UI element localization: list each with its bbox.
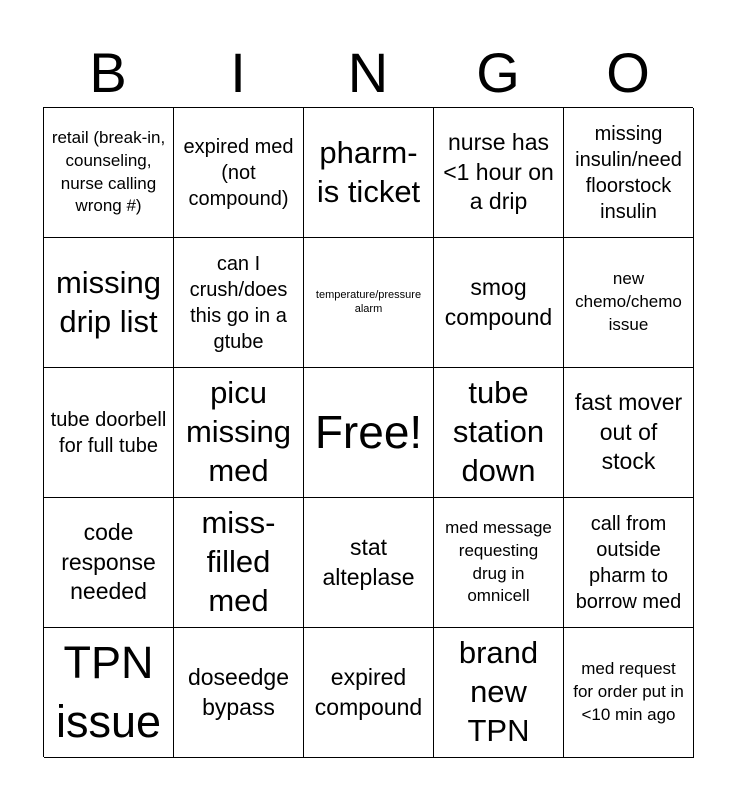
- bingo-cell[interactable]: [564, 238, 694, 368]
- bingo-cell[interactable]: [564, 628, 694, 758]
- bingo-cell[interactable]: [434, 368, 564, 498]
- bingo-cell[interactable]: [44, 238, 174, 368]
- cell-text: tube doorbell for full tube: [50, 408, 167, 457]
- bingo-cell[interactable]: [44, 108, 174, 238]
- bingo-cell[interactable]: [304, 238, 434, 368]
- cell-text: picu missing med: [185, 375, 292, 488]
- bingo-cell[interactable]: [44, 498, 174, 628]
- bingo-cell[interactable]: [304, 628, 434, 758]
- bingo-cell[interactable]: [434, 498, 564, 628]
- cell-text: TPN issue: [55, 637, 162, 747]
- header-letter-n: N: [347, 41, 389, 104]
- bingo-cell[interactable]: [174, 108, 304, 238]
- bingo-cell[interactable]: [304, 108, 434, 238]
- bingo-cell[interactable]: [44, 628, 174, 758]
- header-letter-b: B: [89, 41, 127, 104]
- free-space-cell[interactable]: [304, 368, 434, 498]
- cell-text: code response needed: [61, 518, 156, 605]
- cell-text: nurse has <1 hour on a drip: [443, 128, 554, 215]
- bingo-cell[interactable]: [304, 498, 434, 628]
- bingo-cell[interactable]: [434, 108, 564, 238]
- bingo-header: [43, 38, 693, 108]
- cell-text: expired med (not compound): [183, 135, 294, 210]
- cell-text: expired compound: [314, 663, 423, 720]
- bingo-cell[interactable]: [434, 238, 564, 368]
- cell-text: doseedge bypass: [187, 663, 290, 720]
- cell-text: tube station down: [452, 375, 545, 488]
- cell-text: smog compound: [444, 273, 553, 330]
- cell-text: miss-filled med: [201, 505, 276, 618]
- header-letter-o: O: [606, 41, 650, 104]
- bingo-cell[interactable]: [44, 368, 174, 498]
- cell-text: brand new TPN: [458, 635, 539, 748]
- bingo-cell[interactable]: [564, 498, 694, 628]
- cell-text: call from outside pharm to borrow med: [575, 512, 682, 613]
- cell-text: fast mover out of stock: [574, 388, 683, 475]
- cell-text: pharm-is ticket: [316, 134, 421, 209]
- bingo-cell[interactable]: [564, 108, 694, 238]
- bingo-cell[interactable]: [174, 238, 304, 368]
- cell-text: med request for order put in <10 min ago: [573, 659, 684, 724]
- cell-text: retail (break-in, counseling, nurse calling wrong #): [51, 127, 166, 216]
- cell-text: missing drip list: [55, 264, 162, 339]
- bingo-cell[interactable]: [564, 368, 694, 498]
- header-letter-g: G: [476, 41, 520, 104]
- cell-text: temperature/pressure alarm: [315, 288, 422, 315]
- cell-text: med message requesting drug in omnicell: [445, 517, 552, 606]
- header-letter-i: I: [230, 41, 246, 104]
- free-space-text: Free!: [314, 405, 423, 458]
- cell-text: stat alteplase: [322, 533, 415, 590]
- bingo-cell[interactable]: [174, 628, 304, 758]
- bingo-board: [43, 107, 693, 757]
- cell-text: missing insulin/need floorstock insulin: [575, 122, 682, 223]
- cell-text: can I crush/does this go in a gtube: [189, 252, 288, 353]
- bingo-cell[interactable]: [174, 498, 304, 628]
- cell-text: new chemo/chemo issue: [575, 269, 682, 334]
- bingo-cell[interactable]: [434, 628, 564, 758]
- bingo-cell[interactable]: [174, 368, 304, 498]
